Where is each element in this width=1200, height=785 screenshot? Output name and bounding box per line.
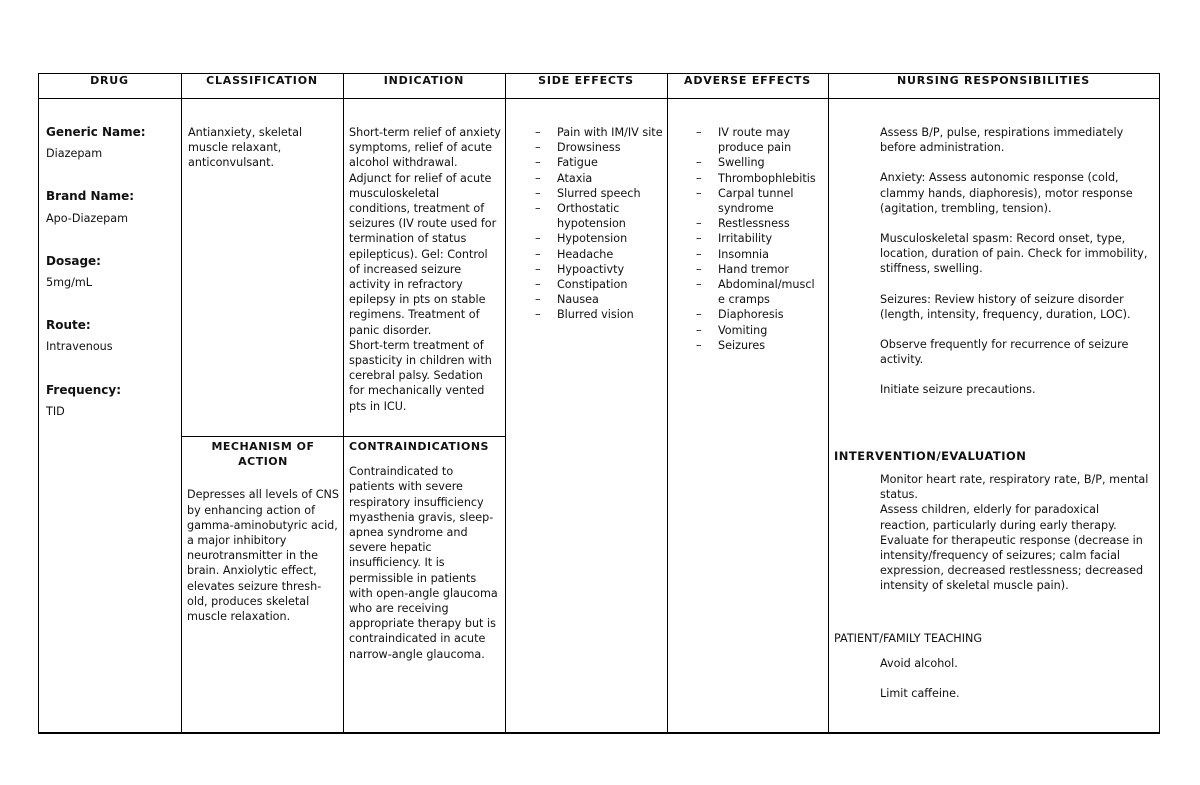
- route-label: Route:: [46, 318, 91, 333]
- adverse-effects-cell: [696, 125, 824, 353]
- nursing-assessment-item: Observe frequently for recurrence of seizure activity.: [880, 338, 1129, 367]
- list-item: – Headache: [535, 247, 663, 262]
- header-classification: CLASSIFICATION: [206, 74, 318, 87]
- header-indication: INDICATION: [383, 74, 465, 87]
- nursing-assessment-item: Musculoskeletal spasm: Record onset, type, location, duration of pain. Check for immobility, stiffness, swelling.: [880, 232, 1148, 276]
- brand-name-label: Brand Name:: [46, 189, 135, 204]
- list-item: – Seizures: [696, 338, 824, 353]
- intervention-item: Evaluate for therapeutic response (decrease in intensity/frequency of seizures; calm facial expression, decreased restlessness; decreased intensity of skeletal muscle pain).: [880, 533, 1144, 593]
- frequency-label: Frequency:: [46, 382, 122, 397]
- nursing-assessment-item: Assess B/P, pulse, respirations immediately before administration.: [880, 126, 1124, 155]
- teaching-title: PATIENT/FAMILY TEACHING: [834, 632, 983, 645]
- col-border-3: [505, 73, 506, 734]
- side-effects-cell: [535, 125, 663, 323]
- indication-text-1: Short-term relief of anxiety symptoms, relief of acute alcohol withdrawal. Adjunct for relief of acute musculoskeletal conditions, treatment of seizures (IV route used for termination of status epilepticus). Gel: Control of increased seizure activity in refractory epilepsy in pts on stable regimens. Treatment of panic disorder.: [349, 126, 501, 337]
- mechanism-divider: [181, 436, 505, 437]
- list-item: – Swelling: [696, 155, 824, 170]
- mechanism-cell: [187, 439, 339, 624]
- indication-cell: [349, 125, 501, 414]
- frequency-value: TID: [46, 404, 65, 418]
- header-drug: DRUG: [90, 74, 129, 87]
- col-border-6: [1159, 73, 1160, 734]
- intervention-title: INTERVENTION/EVALUATION: [834, 449, 1027, 463]
- list-item: – Ataxia: [535, 171, 663, 186]
- list-item: – Drowsiness: [535, 140, 663, 155]
- nursing-assessment-item: Initiate seizure precautions.: [880, 383, 1036, 397]
- dosage-value: 5mg/mL: [46, 276, 93, 290]
- route-value: Intravenous: [46, 340, 113, 354]
- list-item: – Vomiting: [696, 323, 824, 338]
- list-item: – Hypoactivty: [535, 262, 663, 277]
- list-item: – Thrombophlebitis: [696, 171, 824, 186]
- contraindications-cell: [349, 439, 501, 662]
- adverse-effects-list: [696, 125, 824, 353]
- nursing-assessment: [880, 125, 1150, 398]
- list-item: – Carpal tunnel syndrome: [696, 186, 824, 216]
- list-item: – Hypotension: [535, 231, 663, 246]
- dosage-label: Dosage:: [46, 253, 101, 268]
- header-bottom-border: [38, 98, 1160, 99]
- brand-name-value: Apo-Diazepam: [46, 211, 129, 225]
- col-border-4: [667, 73, 668, 734]
- list-item: – Irritability: [696, 231, 824, 246]
- header-adverse-effects: ADVERSE EFFECTS: [684, 74, 811, 87]
- list-item: – Insomnia: [696, 247, 824, 262]
- list-item: – Restlessness: [696, 216, 824, 231]
- nursing-teaching: [880, 656, 1150, 701]
- list-item: – Nausea: [535, 292, 663, 307]
- list-item: – Pain with IM/IV site: [535, 125, 663, 140]
- classification-cell: [188, 125, 308, 171]
- header-nursing-responsibilities: NURSING RESPONSIBILITIES: [896, 74, 1091, 87]
- list-item: – Diaphoresis: [696, 307, 824, 322]
- generic-name-label: Generic Name:: [46, 125, 146, 139]
- list-item: – Abdominal/muscl e cramps: [696, 277, 824, 307]
- col-border-1: [181, 73, 182, 734]
- mechanism-text: Depresses all levels of CNS by enhancing action of gamma-aminobutyric acid, a major inhibitory neurotransmitter in the brain. Anxiolytic effect, elevates seizure thresh-old, produces skeletal muscle relaxation.: [187, 488, 339, 624]
- contraindications-title: CONTRAINDICATIONS: [349, 440, 489, 453]
- drug-cell: [46, 125, 178, 419]
- header-side-effects: SIDE EFFECTS: [538, 74, 634, 87]
- col-border-0: [38, 73, 39, 734]
- list-item: – Hand tremor: [696, 262, 824, 277]
- generic-name-value: Diazepam: [46, 147, 103, 161]
- list-item: – Slurred speech: [535, 186, 663, 201]
- list-item: – Blurred vision: [535, 307, 663, 322]
- teaching-item: Avoid alcohol.: [880, 657, 958, 670]
- list-item: – Orthostatic hypotension: [535, 201, 663, 231]
- teaching-item: Limit caffeine.: [880, 687, 960, 701]
- indication-text-2: Short-term treatment of spasticity in children with cerebral palsy. Sedation for mechanically vented pts in ICU.: [349, 338, 492, 413]
- mechanism-title: MECHANISM OF ACTION: [211, 440, 315, 469]
- intervention-item: Monitor heart rate, respiratory rate, B/P, mental status.: [880, 473, 1149, 502]
- nursing-intervention: [880, 472, 1150, 594]
- contraindications-text: Contraindicated to patients with severe respiratory insufficiency myasthenia gravis, sleep-apnea syndrome and severe hepatic insufficiency. It is permissible in patients with open-angle glaucoma who are receiving appropriate therapy but is contraindicated in acute narrow-angle glaucoma.: [349, 465, 498, 661]
- col-border-2: [343, 73, 344, 734]
- list-item: – Fatigue: [535, 155, 663, 170]
- intervention-item: Assess children, elderly for paradoxical reaction, particularly during early therapy.: [880, 503, 1117, 532]
- list-item: – Constipation: [535, 277, 663, 292]
- col-border-5: [828, 73, 829, 734]
- side-effects-list: [535, 125, 663, 323]
- table-bottom-border: [38, 732, 1160, 734]
- nursing-assessment-item: Anxiety: Assess autonomic response (cold, clammy hands, diaphoresis), motor response (agitation, trembling, tension).: [880, 171, 1133, 215]
- classification-text: Antianxiety, skeletal muscle relaxant, anticonvulsant.: [188, 126, 303, 170]
- list-item: – IV route may produce pain: [696, 125, 824, 155]
- nursing-assessment-item: Seizures: Review history of seizure disorder (length, intensity, frequency, duration, LOC).: [880, 292, 1131, 321]
